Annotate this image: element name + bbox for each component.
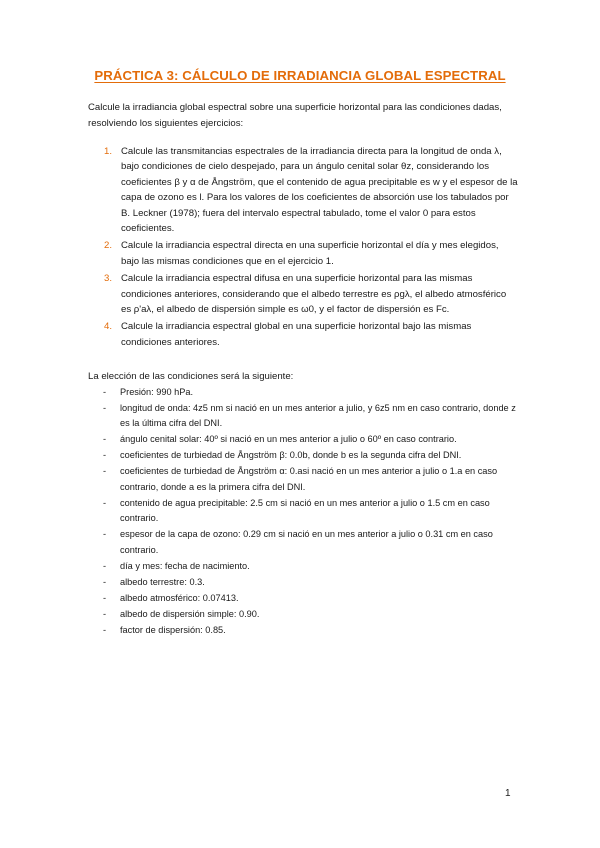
exercise-item — [88, 319, 518, 350]
condition-item — [88, 623, 518, 638]
condition-text: albedo terrestre: 0.3. — [120, 576, 205, 587]
condition-text: longitud de onda: 4z5 nm si nació en un mes anterior a julio, y 6z5 nm en caso contrario, donde z es la última cifra del DNI. — [120, 403, 516, 429]
exercise-text: Calcule las transmitancias espectrales de la irradiancia directa para la longitud de onda λ, bajo condiciones de cielo despejado, para un ángulo cenital solar θz, considerando los coeficientes β y α de Ångström, que el contenido de agua precipitable es w y el espesor de la capa de ozono es l. Para los valores de los coeficientes de absorción use los tabulados por B. Leckner (1978); fuera del intervalo espectral tabulado, tome el valor 0 para estos coeficientes. — [121, 146, 518, 235]
condition-item — [88, 607, 518, 622]
bullet-dash: - — [103, 434, 107, 445]
exercise-item — [88, 144, 518, 236]
condition-item — [88, 496, 518, 527]
exercise-number: 4. — [104, 321, 113, 333]
conditions-list — [88, 385, 518, 639]
exercise-text: Calcule la irradiancia espectral global en una superficie horizontal bajo las mismas condiciones anteriores. — [121, 321, 472, 348]
condition-item — [88, 591, 518, 606]
condition-item — [88, 448, 518, 463]
condition-text: factor de dispersión: 0.85. — [120, 624, 226, 635]
bullet-dash: - — [103, 403, 107, 413]
exercise-text: Calcule la irradiancia espectral difusa en una superficie horizontal para las mismas condiciones anteriores, considerando que el albedo terrestre es ρgλ, el albedo atmosférico es ρ'aλ, el albedo de dispersión simple es ω0, y el factor de dispersión es Fc. — [121, 273, 507, 316]
condition-text: día y mes: fecha de nacimiento. — [120, 560, 250, 571]
bullet-dash: - — [103, 608, 107, 619]
exercise-number: 2. — [104, 240, 113, 252]
condition-text: espesor de la capa de ozono: 0.29 cm si nació en un mes anterior a julio o 0.31 cm en caso contrario. — [120, 529, 493, 555]
condition-item — [88, 527, 518, 558]
exercise-text: Calcule la irradiancia espectral directa en una superficie horizontal el día y mes elegidos, bajo las mismas condiciones que en el ejercicio 1. — [121, 240, 499, 267]
intro-paragraph: Calcule la irradiancia global espectral sobre una superficie horizontal para las condiciones dadas, resolviendo los siguientes ejercicios: — [88, 102, 502, 129]
conditions-lead: La elección de las condiciones será la siguiente: — [88, 371, 294, 382]
bullet-dash: - — [103, 560, 107, 571]
condition-item — [88, 401, 518, 432]
page-title: PRÁCTICA 3: CÁLCULO DE IRRADIANCIA GLOBAL ESPECTRAL — [94, 68, 506, 83]
bullet-dash: - — [103, 576, 107, 587]
exercise-list — [88, 144, 518, 352]
condition-text: Presión: 990 hPa. — [120, 387, 194, 397]
exercise-number: 3. — [104, 273, 113, 285]
exercise-number: 1. — [104, 146, 113, 157]
exercise-item — [88, 238, 518, 269]
bullet-dash: - — [103, 497, 107, 508]
condition-text: ángulo cenital solar: 40º si nació en un mes anterior a julio o 60º en caso contrario. — [120, 434, 457, 445]
condition-text: albedo atmosférico: 0.07413. — [120, 592, 239, 603]
condition-item — [88, 464, 518, 495]
condition-item — [88, 432, 518, 447]
bullet-dash: - — [103, 450, 107, 461]
condition-text: coeficientes de turbiedad de Ångström β: 0.0b, donde b es la segunda cifra del DNI. — [120, 450, 462, 461]
condition-text: contenido de agua precipitable: 2.5 cm si nació en un mes anterior a julio o 1.5 cm en caso contrario. — [120, 497, 490, 524]
condition-item — [88, 559, 518, 574]
condition-text: coeficientes de turbiedad de Ångström α: 0.asi nació en un mes anterior a julio o 1.a en caso contrario, donde a es la primera cifra del DNI. — [120, 466, 498, 492]
bullet-dash: - — [103, 529, 107, 540]
bullet-dash: - — [103, 592, 107, 603]
condition-item — [88, 385, 518, 400]
condition-text: albedo de dispersión simple: 0.90. — [120, 608, 260, 619]
bullet-dash: - — [103, 466, 107, 477]
condition-item — [88, 575, 518, 590]
bullet-dash: - — [103, 387, 107, 397]
page-number: 1 — [505, 788, 511, 799]
bullet-dash: - — [103, 624, 107, 635]
exercise-item — [88, 271, 518, 317]
